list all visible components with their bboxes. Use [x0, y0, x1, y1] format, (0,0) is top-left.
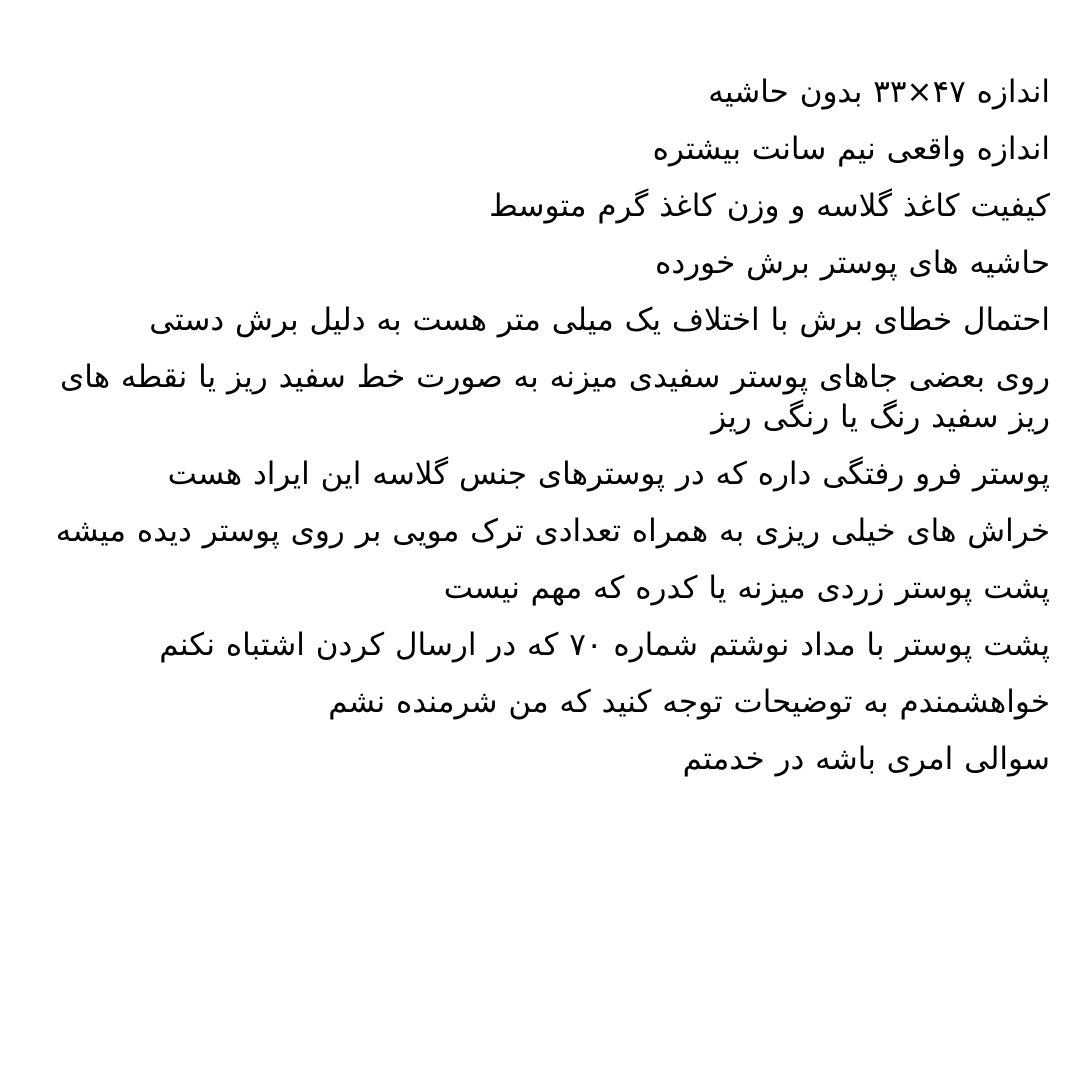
note-scratches: خراش های خیلی ریزی به همراه تعدادی ترک مویی بر روی پوستر دیده میشه: [55, 513, 1050, 549]
note-size: اندازه ۴۷×۳۳ بدون حاشیه: [708, 74, 1050, 110]
note-actual-size: اندازه واقعی نیم سانت بیشتره: [652, 131, 1050, 167]
note-back-yellowing: پشت پوستر زردی میزنه یا کدره که مهم نیست: [443, 570, 1050, 606]
note-white-spots: روی بعضی جاهای پوستر سفیدی میزنه به صورت خط سفید ریز یا نقطه های ریز سفید رنگ یا رنگی ریز: [59, 359, 1050, 435]
note-please-read: خواهشمندم به توضیحات توجه کنید که من شرمنده نشم: [328, 684, 1050, 720]
note-edges-cut: حاشیه های پوستر برش خورده: [655, 245, 1050, 281]
note-paper-quality: کیفیت کاغذ گلاسه و وزن کاغذ گرم متوسط: [489, 188, 1050, 224]
note-dents: پوستر فرو رفتگی داره که در پوسترهای جنس گلاسه این ایراد هست: [167, 456, 1050, 492]
note-questions: سوالی امری باشه در خدمتم: [682, 741, 1050, 777]
note-pencil-number: پشت پوستر با مداد نوشتم شماره ۷۰ که در ارسال کردن اشتباه نکنم: [159, 627, 1050, 663]
notes-list: [46, 72, 1050, 779]
note-cut-error: احتمال خطای برش با اختلاف یک میلی متر هست به دلیل برش دستی: [149, 302, 1050, 338]
